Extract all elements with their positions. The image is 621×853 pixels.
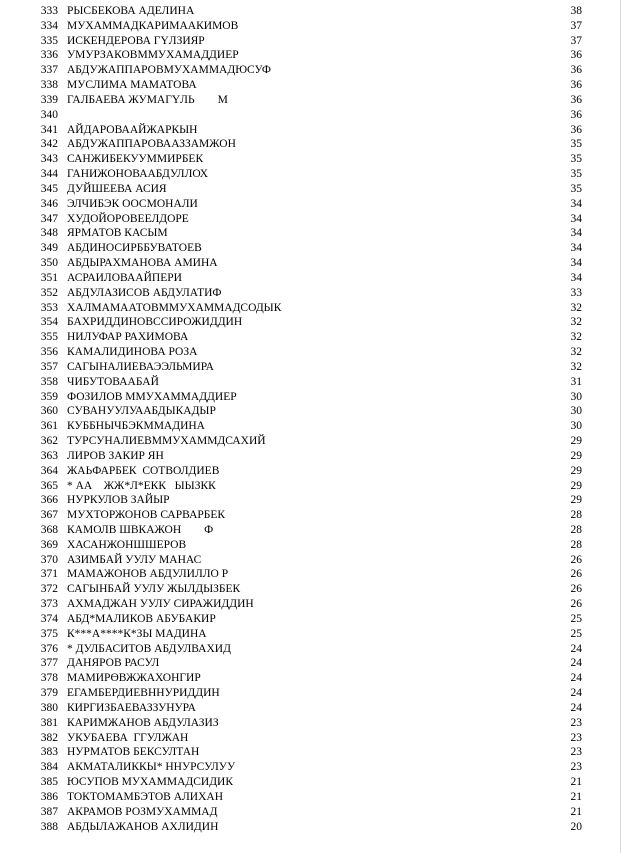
score-value: 30 bbox=[570, 390, 582, 403]
row-number: 371 bbox=[40, 568, 58, 581]
list-row bbox=[0, 152, 621, 167]
row-number: 388 bbox=[40, 820, 58, 833]
list-row bbox=[0, 182, 621, 197]
list-row bbox=[0, 360, 621, 375]
row-number: 347 bbox=[40, 212, 58, 225]
student-name: ЮСУПОВ МУХАММАДСИДИК bbox=[67, 776, 234, 789]
score-value: 26 bbox=[570, 553, 582, 566]
score-value: 32 bbox=[570, 360, 582, 373]
student-name: ЯРМАТОВ КАСЫМ bbox=[67, 227, 168, 240]
row-number: 360 bbox=[40, 405, 58, 418]
row-number: 344 bbox=[40, 168, 58, 181]
list-row bbox=[0, 686, 621, 701]
student-name: АКМАТАЛИККЫ* ННУРСУЛУУ bbox=[67, 761, 236, 774]
score-value: 29 bbox=[570, 449, 582, 462]
row-number: 373 bbox=[40, 598, 58, 611]
score-value: 25 bbox=[570, 627, 582, 640]
student-name: АБДУЖАППАРОВМУХАММАДЮСУФ bbox=[67, 64, 271, 77]
row-number: 362 bbox=[40, 435, 58, 448]
list-row bbox=[0, 4, 621, 19]
list-row bbox=[0, 123, 621, 138]
student-name: КИРГИЗБАЕВАЗЗУНУРА bbox=[67, 701, 196, 714]
score-value: 24 bbox=[570, 657, 582, 670]
row-number: 333 bbox=[40, 5, 58, 17]
row-number: 355 bbox=[40, 331, 58, 344]
student-name: К***А****К*ЗЫ МАДИНА bbox=[67, 627, 207, 640]
student-name: АХМАДЖАН УУЛУ СИРАЖИДДИН bbox=[67, 598, 254, 611]
student-name: ХУДОЙОРОВЕЕЛДОРЕ bbox=[67, 212, 189, 225]
list-row bbox=[0, 449, 621, 464]
score-value: 33 bbox=[570, 286, 582, 299]
row-number: 378 bbox=[40, 672, 58, 685]
row-number: 385 bbox=[40, 776, 58, 789]
row-number: 377 bbox=[40, 657, 58, 670]
list-row bbox=[0, 271, 621, 286]
score-value: 28 bbox=[570, 509, 582, 522]
list-row bbox=[0, 256, 621, 271]
row-number: 358 bbox=[40, 375, 58, 388]
student-name: АСРАИЛОВААЙПЕРИ bbox=[67, 271, 182, 284]
student-name: АБДИНОСИРББУВАТОЕВ bbox=[67, 242, 202, 255]
list-row bbox=[0, 78, 621, 93]
row-number: 370 bbox=[40, 553, 58, 566]
list-row bbox=[0, 464, 621, 479]
score-value: 23 bbox=[570, 761, 582, 774]
score-value: 29 bbox=[570, 435, 582, 448]
student-name: АБДУЛАЗИСОВ АБДУЛАТИФ bbox=[67, 286, 222, 299]
score-value: 24 bbox=[570, 687, 582, 700]
student-name: СУВАНУУЛУААБДЫКАДЫР bbox=[67, 405, 216, 418]
score-value: 21 bbox=[570, 805, 582, 818]
list-row bbox=[0, 745, 621, 760]
student-name: МУХАММАДКАРИМААКИМОВ bbox=[67, 19, 239, 32]
list-row bbox=[0, 419, 621, 434]
score-value: 24 bbox=[570, 701, 582, 714]
score-value: 32 bbox=[570, 346, 582, 359]
list-row bbox=[0, 805, 621, 820]
list-row bbox=[0, 553, 621, 568]
list-row bbox=[0, 390, 621, 405]
row-number: 354 bbox=[40, 316, 58, 329]
score-value: 32 bbox=[570, 316, 582, 329]
list-row bbox=[0, 286, 621, 301]
score-value: 29 bbox=[570, 479, 582, 492]
row-number: 338 bbox=[40, 79, 58, 92]
row-number: 351 bbox=[40, 271, 58, 284]
list-row bbox=[0, 212, 621, 227]
score-value: 34 bbox=[570, 271, 582, 284]
list-row bbox=[0, 775, 621, 790]
student-name: ФОЗИЛОВ ММУХАММАДДИЕР bbox=[67, 390, 237, 403]
student-name: ХАЛМАМААТОВММУХАММАДСОДЫК bbox=[67, 301, 282, 314]
row-number: 364 bbox=[40, 464, 58, 477]
list-row bbox=[0, 493, 621, 508]
score-value: 30 bbox=[570, 420, 582, 433]
score-value: 36 bbox=[570, 108, 582, 121]
list-row bbox=[0, 197, 621, 212]
score-value: 20 bbox=[570, 820, 582, 833]
list-row bbox=[0, 167, 621, 182]
row-number: 343 bbox=[40, 153, 58, 166]
ranking-list bbox=[0, 4, 621, 834]
student-name: КАРИМЖАНОВ АБДУЛАЗИЗ bbox=[67, 716, 219, 729]
score-value: 37 bbox=[570, 19, 582, 32]
score-value: 26 bbox=[570, 568, 582, 581]
student-name: КАМОЛВ ШВКАЖОН Ф bbox=[67, 523, 214, 536]
student-name: НУРМАТОВ БЕКСУЛТАН bbox=[67, 746, 200, 759]
student-name: МАМАЖОНОВ АБДУЛИЛЛО Р bbox=[67, 568, 229, 581]
score-value: 26 bbox=[570, 583, 582, 596]
score-value: 23 bbox=[570, 746, 582, 759]
row-number: 367 bbox=[40, 509, 58, 522]
list-row bbox=[0, 137, 621, 152]
student-name: * ДУЛБАСИТОВ АБДУЛВАХИД bbox=[67, 642, 231, 655]
score-value: 30 bbox=[570, 405, 582, 418]
list-row bbox=[0, 19, 621, 34]
student-name: УКУБАЕВА ГГУЛЖАН bbox=[67, 731, 189, 744]
score-value: 36 bbox=[570, 49, 582, 62]
row-number: 335 bbox=[40, 34, 58, 47]
score-value: 28 bbox=[570, 523, 582, 536]
list-row bbox=[0, 330, 621, 345]
student-name: ЛИРОВ ЗАКИР ЯН bbox=[67, 449, 164, 462]
student-name: * АА ЖЖ*Л*ЕКК ЫЫЗКК bbox=[67, 479, 216, 492]
list-row bbox=[0, 479, 621, 494]
score-value: 36 bbox=[570, 79, 582, 92]
row-number: 352 bbox=[40, 286, 58, 299]
list-row bbox=[0, 538, 621, 553]
student-name: ЕГАМБЕРДИЕВННУРИДДИН bbox=[67, 687, 220, 700]
score-value: 32 bbox=[570, 331, 582, 344]
list-row bbox=[0, 93, 621, 108]
student-name: САГЫНБАЙ УУЛУ ЖЫЛДЫЗБЕК bbox=[67, 583, 241, 596]
row-number: 387 bbox=[40, 805, 58, 818]
list-row bbox=[0, 731, 621, 746]
student-name: НИЛУФАР РАХИМОВА bbox=[67, 331, 189, 344]
row-number: 336 bbox=[40, 49, 58, 62]
score-value: 29 bbox=[570, 494, 582, 507]
student-name: МАМИРӨВЖЖАХОНГИР bbox=[67, 672, 201, 685]
row-number: 374 bbox=[40, 612, 58, 625]
list-row bbox=[0, 790, 621, 805]
list-row bbox=[0, 34, 621, 49]
score-value: 34 bbox=[570, 197, 582, 210]
row-number: 383 bbox=[40, 746, 58, 759]
student-name: РЫСБЕКОВА АДЕЛИНА bbox=[67, 5, 195, 17]
score-value: 35 bbox=[570, 168, 582, 181]
student-name: ЧИБУТОВААБАЙ bbox=[67, 375, 159, 388]
student-name: ГАНИЖОНОВААБДУЛЛОХ bbox=[67, 168, 209, 181]
student-name: АЙДАРОВААЙЖАРКЫН bbox=[67, 123, 198, 136]
row-number: 349 bbox=[40, 242, 58, 255]
row-number: 345 bbox=[40, 182, 58, 195]
row-number: 356 bbox=[40, 346, 58, 359]
list-row bbox=[0, 760, 621, 775]
student-name: НУРКУЛОВ ЗАЙЫР bbox=[67, 494, 170, 507]
list-row bbox=[0, 567, 621, 582]
row-number: 382 bbox=[40, 731, 58, 744]
student-name: ГАЛБАЕВА ЖУМАГҮЛЬ М bbox=[67, 93, 228, 106]
student-name: ИСКЕНДЕРОВА ГҮЛЗИЯР bbox=[67, 34, 205, 47]
score-value: 35 bbox=[570, 138, 582, 151]
row-number: 366 bbox=[40, 494, 58, 507]
row-number: 359 bbox=[40, 390, 58, 403]
score-value: 36 bbox=[570, 64, 582, 77]
list-row bbox=[0, 671, 621, 686]
row-number: 372 bbox=[40, 583, 58, 596]
student-name: КАМАЛИДИНОВА РОЗА bbox=[67, 346, 198, 359]
score-value: 36 bbox=[570, 123, 582, 136]
student-name: САГЫНАЛИЕВАЭЭЛЬМИРА bbox=[67, 360, 214, 373]
score-value: 29 bbox=[570, 464, 582, 477]
list-row bbox=[0, 404, 621, 419]
student-name: АБДЫЛАЖАНОВ АХЛИДИН bbox=[67, 820, 219, 833]
row-number: 369 bbox=[40, 538, 58, 551]
student-name: АЗИМБАЙ УУЛУ МАНАС bbox=[67, 553, 202, 566]
score-value: 21 bbox=[570, 776, 582, 789]
list-row bbox=[0, 508, 621, 523]
list-row bbox=[0, 434, 621, 449]
student-name: МУХТОРЖОНОВ САРВАРБЕК bbox=[67, 509, 226, 522]
student-name: АКРАМОВ РОЗМУХАММАД bbox=[67, 805, 218, 818]
row-number: 357 bbox=[40, 360, 58, 373]
row-number: 353 bbox=[40, 301, 58, 314]
student-name: АБДЫРАХМАНОВА АМИНА bbox=[67, 257, 218, 270]
student-name: ТОКТОМАМБЭТОВ АЛИХАН bbox=[67, 790, 224, 803]
row-number: 365 bbox=[40, 479, 58, 492]
score-value: 34 bbox=[570, 242, 582, 255]
list-row bbox=[0, 48, 621, 63]
list-row bbox=[0, 642, 621, 657]
score-value: 21 bbox=[570, 790, 582, 803]
row-number: 342 bbox=[40, 138, 58, 151]
row-number: 339 bbox=[40, 93, 58, 106]
row-number: 368 bbox=[40, 523, 58, 536]
row-number: 341 bbox=[40, 123, 58, 136]
row-number: 363 bbox=[40, 449, 58, 462]
row-number: 334 bbox=[40, 19, 58, 32]
row-number: 361 bbox=[40, 420, 58, 433]
student-name: БАХРИДДИНОВССИРОЖИДДИН bbox=[67, 316, 243, 329]
student-name: САНЖИБЕКУУММИРБЕК bbox=[67, 153, 204, 166]
score-value: 31 bbox=[570, 375, 582, 388]
student-name: АБД*МАЛИКОВ АБУБАКИР bbox=[67, 612, 216, 625]
list-row bbox=[0, 820, 621, 835]
row-number: 350 bbox=[40, 257, 58, 270]
student-name: ЖАЬФАРБЕК СОТВОЛДИЕВ bbox=[67, 464, 220, 477]
score-value: 24 bbox=[570, 642, 582, 655]
row-number: 384 bbox=[40, 761, 58, 774]
student-name: УМУРЗАКОВММУХАМАДДИЕР bbox=[67, 49, 239, 62]
list-row bbox=[0, 63, 621, 78]
list-row bbox=[0, 315, 621, 330]
row-number: 386 bbox=[40, 790, 58, 803]
list-row bbox=[0, 523, 621, 538]
score-value: 25 bbox=[570, 612, 582, 625]
score-value: 24 bbox=[570, 672, 582, 685]
score-value: 26 bbox=[570, 598, 582, 611]
list-row bbox=[0, 612, 621, 627]
student-name: ХАСАНЖОНШШЕРОВ bbox=[67, 538, 187, 551]
score-value: 28 bbox=[570, 538, 582, 551]
student-name: ЭЛЧИБЭК ООСМОНАЛИ bbox=[67, 197, 198, 210]
row-number: 375 bbox=[40, 627, 58, 640]
list-row bbox=[0, 108, 621, 123]
list-row bbox=[0, 627, 621, 642]
score-value: 23 bbox=[570, 716, 582, 729]
student-name: ДАНЯРОВ РАСУЛ bbox=[67, 657, 160, 670]
student-name: АБДУЖАППАРОВААЗЗАМЖОН bbox=[67, 138, 236, 151]
score-value: 35 bbox=[570, 153, 582, 166]
list-row bbox=[0, 226, 621, 241]
score-value: 38 bbox=[570, 5, 582, 17]
score-value: 34 bbox=[570, 212, 582, 225]
row-number: 379 bbox=[40, 687, 58, 700]
score-value: 34 bbox=[570, 257, 582, 270]
score-value: 35 bbox=[570, 182, 582, 195]
student-name: КУББНЫЧБЭКММАДИНА bbox=[67, 420, 205, 433]
row-number: 340 bbox=[40, 108, 58, 121]
row-number: 337 bbox=[40, 64, 58, 77]
list-row bbox=[0, 656, 621, 671]
student-name: ДУЙШЕЕВА АСИЯ bbox=[67, 182, 167, 195]
list-row bbox=[0, 241, 621, 256]
score-value: 37 bbox=[570, 34, 582, 47]
list-row bbox=[0, 301, 621, 316]
score-value: 23 bbox=[570, 731, 582, 744]
list-row bbox=[0, 345, 621, 360]
score-value: 32 bbox=[570, 301, 582, 314]
row-number: 380 bbox=[40, 701, 58, 714]
score-value: 34 bbox=[570, 227, 582, 240]
student-name: МУСЛИМА МАМАТОВА bbox=[67, 79, 197, 92]
student-name: ТУРСУНАЛИЕВММУХАММДСАХИЙ bbox=[67, 435, 266, 448]
list-row bbox=[0, 597, 621, 612]
list-row bbox=[0, 716, 621, 731]
list-row bbox=[0, 375, 621, 390]
row-number: 381 bbox=[40, 716, 58, 729]
row-number: 348 bbox=[40, 227, 58, 240]
list-row bbox=[0, 701, 621, 716]
row-number: 346 bbox=[40, 197, 58, 210]
score-value: 36 bbox=[570, 93, 582, 106]
row-number: 376 bbox=[40, 642, 58, 655]
list-row bbox=[0, 582, 621, 597]
